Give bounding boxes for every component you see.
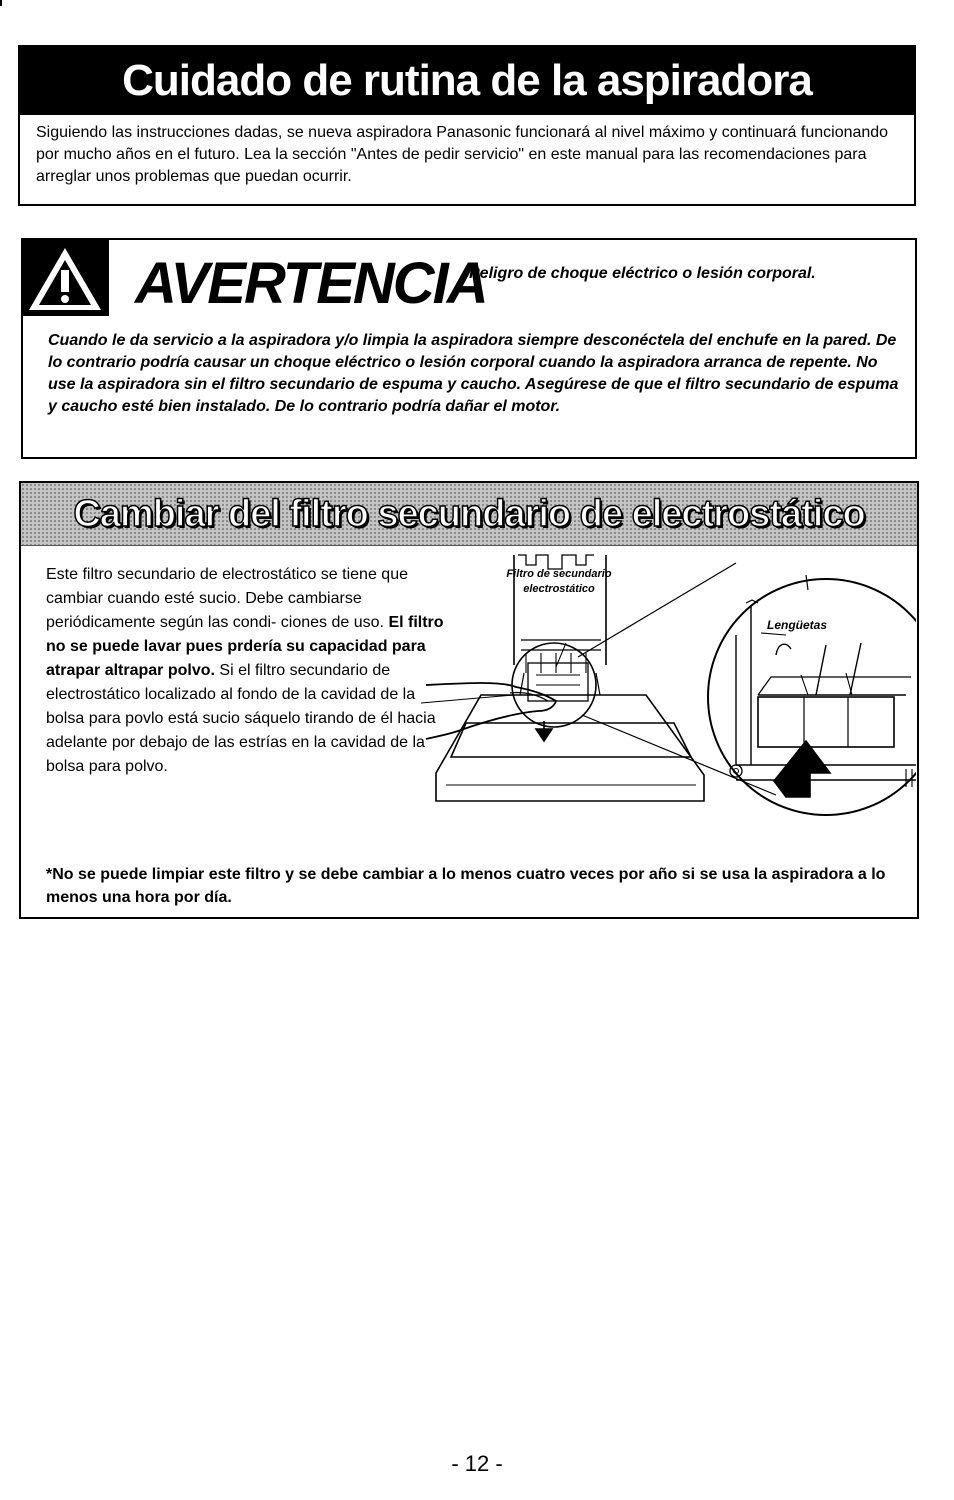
warning-icon-block [21, 238, 109, 316]
warning-title: AVERTENCIA [135, 251, 487, 316]
filter-text-rest: Si el filtro secundario de electrostático localizado al fondo de la cavidad de la bolsa para povlo está sucio sáquelo tirando de él hacia adelante por debajo de las estrías en la cavidad de la bolsa para polvo. [46, 662, 436, 775]
filter-change-section [19, 481, 919, 919]
page-edge-mark [0, 0, 2, 6]
filter-instructions-text [46, 563, 456, 779]
filter-text-bold: El filtro no se puede lavar pues prdería su capacidad para atrapar altrapar polvo. [46, 614, 444, 679]
routine-title: Cuidado de rutina de la aspiradora [122, 56, 812, 105]
warning-section [21, 238, 917, 459]
warning-hazard-text: Peligro de choque eléctrico o lesión corporal. [469, 265, 816, 282]
warning-triangle-icon [27, 246, 103, 312]
filter-section-title: Cambiar del filtro secundario de electrostático [73, 492, 865, 535]
filter-text-intro: Este filtro secundario de electrostático se tiene que cambiar cuando esté sucio. Debe cambiarse periódicamente según las condi- ciones de uso. [46, 566, 408, 631]
illustration-tabs-label: Lengüetas [767, 618, 828, 632]
routine-title-bar [20, 47, 914, 115]
routine-care-section [18, 45, 916, 206]
filter-note-text: *No se puede limpiar este filtro y se debe cambiar a lo menos cuatro veces por año si se usa la aspiradora a lo menos una hora por día. [46, 866, 886, 906]
vacuum-filter-illustration [406, 545, 916, 845]
filter-title-bar [21, 483, 917, 546]
illustration-filter-label: Filtro de secundario electrostático [506, 568, 612, 595]
routine-intro-text: Siguiendo las instrucciones dadas, se nueva aspiradora Panasonic funcionará al nivel máximo y continuará funcionando por mucho años en el futuro. Lea la sección "Antes de pedir servicio" en este manual para las recomendaciones para arreglar unos problemas que puedan ocurrir. [36, 124, 889, 185]
page-number: - 12 - [451, 1451, 503, 1476]
warning-body-text: Cuando le da servicio a la aspiradora y/o limpia la aspiradora siempre desconéctela del enchufe en la pared. De lo contrario podría causar un choque eléctrico o lesión corporal cuando la aspiradora arranca de repente. No use la aspiradora sin el filtro secundario de espuma y caucho. Asegúrese de que el filtro secundario de espuma y caucho esté bien instalado. De lo contrario podría dañar el motor. [48, 332, 899, 415]
